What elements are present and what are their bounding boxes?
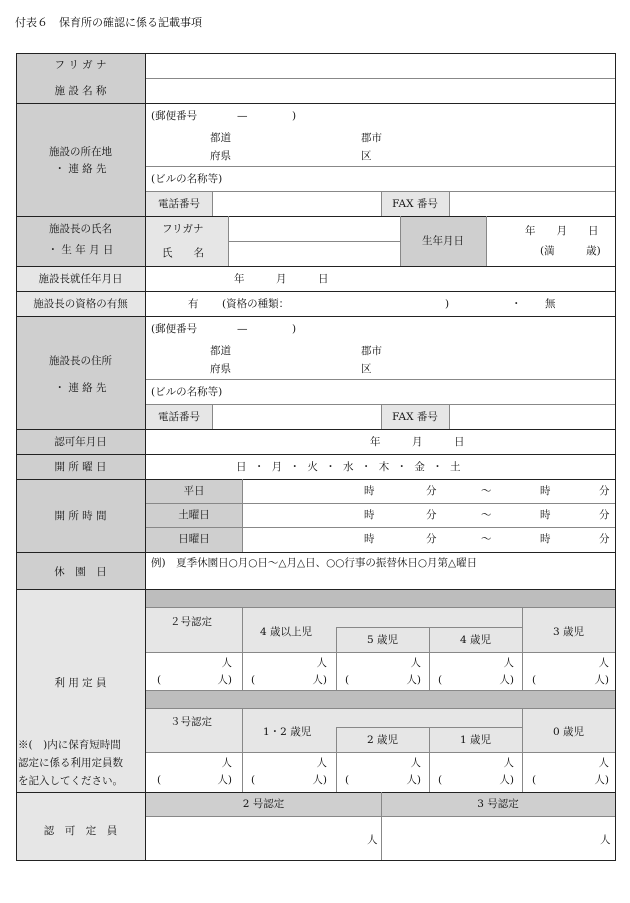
- age12-paren: (: [251, 774, 256, 786]
- age3-unit: 人: [598, 657, 609, 669]
- director-name-field-label: 氏 名: [162, 247, 204, 259]
- qualification-dot: ・: [511, 298, 522, 310]
- age1-label: 1 歳児: [459, 734, 492, 746]
- rule: [16, 479, 616, 480]
- age1-unit: 人: [503, 757, 514, 769]
- rule: [522, 607, 523, 690]
- hours-end-min: 分: [599, 485, 610, 497]
- director-contact-label: ・ 連 絡 先: [54, 382, 107, 394]
- rule: [16, 216, 616, 217]
- rule: [449, 191, 450, 216]
- fuken-label: 府県: [210, 150, 231, 162]
- over4-unit: 人: [316, 657, 327, 669]
- rule: [16, 291, 616, 292]
- appointed-ymd: 年 月 日: [234, 273, 329, 285]
- age0-unit: 人: [598, 757, 609, 769]
- director-birth-label: ・ 生 年 月 日: [47, 244, 114, 256]
- postal-close-2: ): [292, 323, 297, 335]
- rule: [16, 589, 616, 590]
- hours-end-min: 分: [599, 533, 610, 545]
- holidays-example: 例) 夏季休園日○月○日～△月△日、○○行事の振替休日○月第△曜日: [151, 557, 478, 569]
- age4-short: 人): [499, 674, 514, 686]
- rule: [16, 266, 616, 267]
- age4-label: 4 歳児: [459, 634, 492, 646]
- approved-cert2-label: 2 号認定: [242, 798, 285, 810]
- rule: [146, 527, 615, 528]
- age12-short: 人): [312, 774, 327, 786]
- rule: [146, 166, 615, 167]
- rule: [212, 404, 213, 429]
- director-furigana-label: フリガナ: [162, 223, 204, 235]
- age4-unit: 人: [503, 657, 514, 669]
- capacity-note-1: ※( )内に保育短時間: [18, 739, 121, 751]
- age2-label: 2 歳児: [366, 734, 399, 746]
- approval-date-label: 認可年月日: [54, 436, 107, 448]
- border-bottom: [16, 860, 616, 861]
- cert2-total-unit: 人: [221, 657, 232, 669]
- director-name-label: 施設長の氏名: [49, 223, 112, 235]
- birth-ymd: 年 月 日: [525, 225, 599, 237]
- hours-end-hour: 時: [540, 485, 551, 497]
- age5-short: 人): [406, 674, 421, 686]
- age0-label: 0 歳児: [552, 726, 585, 738]
- cert3-total-paren: (: [157, 774, 162, 786]
- age12-label: 1・2 歳児: [263, 726, 312, 738]
- rule: [16, 552, 616, 553]
- hours-start-hour: 時: [364, 509, 375, 521]
- rule: [16, 429, 616, 430]
- hours-tilde: ～: [481, 485, 492, 497]
- rule: [16, 316, 616, 317]
- hours-start-min: 分: [426, 485, 437, 497]
- hours-end-hour: 時: [540, 533, 551, 545]
- age1-paren: (: [438, 774, 443, 786]
- hours-end-hour: 時: [540, 509, 551, 521]
- rule: [146, 607, 615, 608]
- rule: [522, 708, 523, 792]
- qualification-kind: (資格の種類：: [222, 298, 290, 310]
- capacity-note-3: を記入してください。: [18, 775, 123, 787]
- fax-label-2: FAX 番号: [392, 411, 438, 423]
- page-title: 付表６ 保育所の確認に係る記載事項: [15, 16, 202, 29]
- postal-dash-2: —: [237, 323, 248, 335]
- birth-date-label: 生年月日: [422, 235, 464, 247]
- tel-label: 電話番号: [158, 198, 200, 210]
- border-right: [615, 53, 616, 860]
- rule: [146, 379, 615, 380]
- rule: [146, 78, 615, 79]
- qualification-close: ): [445, 298, 450, 310]
- rule: [449, 404, 450, 429]
- rule: [228, 241, 400, 242]
- rule: [146, 752, 615, 753]
- gunshi-label: 郡市: [361, 132, 382, 144]
- director-address-label: 施設長の住所: [49, 355, 112, 367]
- open-hours-label: 開 所 時 間: [54, 510, 107, 522]
- rule: [486, 216, 487, 266]
- facility-name-label: 施 設 名 称: [54, 85, 107, 97]
- fuken-label-2: 府県: [210, 363, 231, 375]
- facility-address-label: 施設の所在地: [49, 146, 112, 158]
- ku-label: 区: [361, 150, 372, 162]
- postal-label: (郵便番号: [151, 110, 198, 122]
- building-label-2: (ビルの名称等): [151, 386, 223, 398]
- age5-unit: 人: [410, 657, 421, 669]
- bg-cert2: [146, 607, 242, 652]
- bg-cert3: [146, 708, 242, 752]
- age12-unit: 人: [316, 757, 327, 769]
- rule: [16, 792, 616, 793]
- cert3-label: ３号認定: [170, 716, 212, 728]
- hours-saturday-label: 土曜日: [178, 509, 210, 521]
- qualification-yes: 有: [188, 298, 199, 310]
- age0-short: 人): [594, 774, 609, 786]
- band-capacity-top: [146, 589, 615, 607]
- capacity-note-2: 認定に係る利用定員数: [18, 757, 123, 769]
- age1-short: 人): [499, 774, 514, 786]
- holidays-label: 休 園 日: [54, 566, 107, 578]
- open-days-list: 日 ・ 月 ・ 火 ・ 水 ・ 木 ・ 金 ・ 土: [236, 461, 461, 473]
- postal-dash: —: [237, 110, 248, 122]
- age2-paren: (: [345, 774, 350, 786]
- hours-start-hour: 時: [364, 485, 375, 497]
- band-capacity-mid: [146, 690, 615, 708]
- age4-paren: (: [438, 674, 443, 686]
- building-label: (ビルの名称等): [151, 173, 223, 185]
- age0-paren: (: [532, 774, 537, 786]
- rule: [146, 503, 615, 504]
- capacity-label: 利 用 定 員: [54, 677, 107, 689]
- age-field: (満 歳): [540, 245, 601, 257]
- rule: [146, 652, 615, 653]
- hours-start-min: 分: [426, 509, 437, 521]
- approved-cert3-unit: 人: [600, 834, 611, 846]
- cert2-total-paren: (: [157, 674, 162, 686]
- rule: [242, 479, 243, 552]
- hours-tilde: ～: [481, 533, 492, 545]
- age3-paren: (: [532, 674, 537, 686]
- over4-label: 4 歳以上児: [260, 626, 313, 638]
- approved-cert2-unit: 人: [367, 834, 378, 846]
- gunshi-label-2: 郡市: [361, 345, 382, 357]
- age5-paren: (: [345, 674, 350, 686]
- age5-label: 5 歳児: [366, 634, 399, 646]
- hours-start-min: 分: [426, 533, 437, 545]
- facility-contact-label: ・ 連 絡 先: [54, 163, 107, 175]
- postal-close: ): [292, 110, 297, 122]
- hours-tilde: ～: [481, 509, 492, 521]
- todo-label-2: 都道: [210, 345, 231, 357]
- rule: [16, 103, 616, 104]
- hours-weekday-label: 平日: [183, 485, 205, 497]
- qualification-no: 無: [545, 298, 556, 310]
- cert2-total-short: 人): [217, 674, 232, 686]
- approval-ymd: 年 月 日: [370, 436, 465, 448]
- approved-capacity-label: 認 可 定 員: [43, 825, 118, 837]
- open-days-label: 開 所 曜 日: [54, 461, 107, 473]
- rule: [212, 191, 213, 216]
- cert3-total-short: 人): [217, 774, 232, 786]
- rule: [146, 708, 615, 709]
- label-column-divider: [145, 53, 146, 860]
- age3-label: 3 歳児: [552, 626, 585, 638]
- age2-short: 人): [406, 774, 421, 786]
- appointed-date-label: 施設長就任年月日: [38, 273, 123, 285]
- tel-label-2: 電話番号: [158, 411, 200, 423]
- furigana-label: フ リ ガ ナ: [54, 59, 107, 71]
- hours-end-min: 分: [599, 509, 610, 521]
- rule: [16, 454, 616, 455]
- todo-label: 都道: [210, 132, 231, 144]
- hours-start-hour: 時: [364, 533, 375, 545]
- rule: [146, 690, 615, 691]
- rule: [242, 708, 243, 792]
- cert2-label: ２号認定: [170, 616, 212, 628]
- rule: [242, 607, 243, 690]
- postal-label-2: (郵便番号: [151, 323, 198, 335]
- age2-unit: 人: [410, 757, 421, 769]
- cert3-total-unit: 人: [221, 757, 232, 769]
- hours-sunday-label: 日曜日: [178, 533, 210, 545]
- border-top: [16, 53, 616, 54]
- approved-cert3-label: 3 号認定: [477, 798, 519, 810]
- qualification-label: 施設長の資格の有無: [33, 298, 128, 310]
- ku-label-2: 区: [361, 363, 372, 375]
- fax-label: FAX 番号: [392, 198, 438, 210]
- over4-short: 人): [312, 674, 327, 686]
- over4-paren: (: [251, 674, 256, 686]
- age3-short: 人): [594, 674, 609, 686]
- label-bg-facility-address: [16, 103, 145, 216]
- label-bg-director-address: [16, 316, 145, 429]
